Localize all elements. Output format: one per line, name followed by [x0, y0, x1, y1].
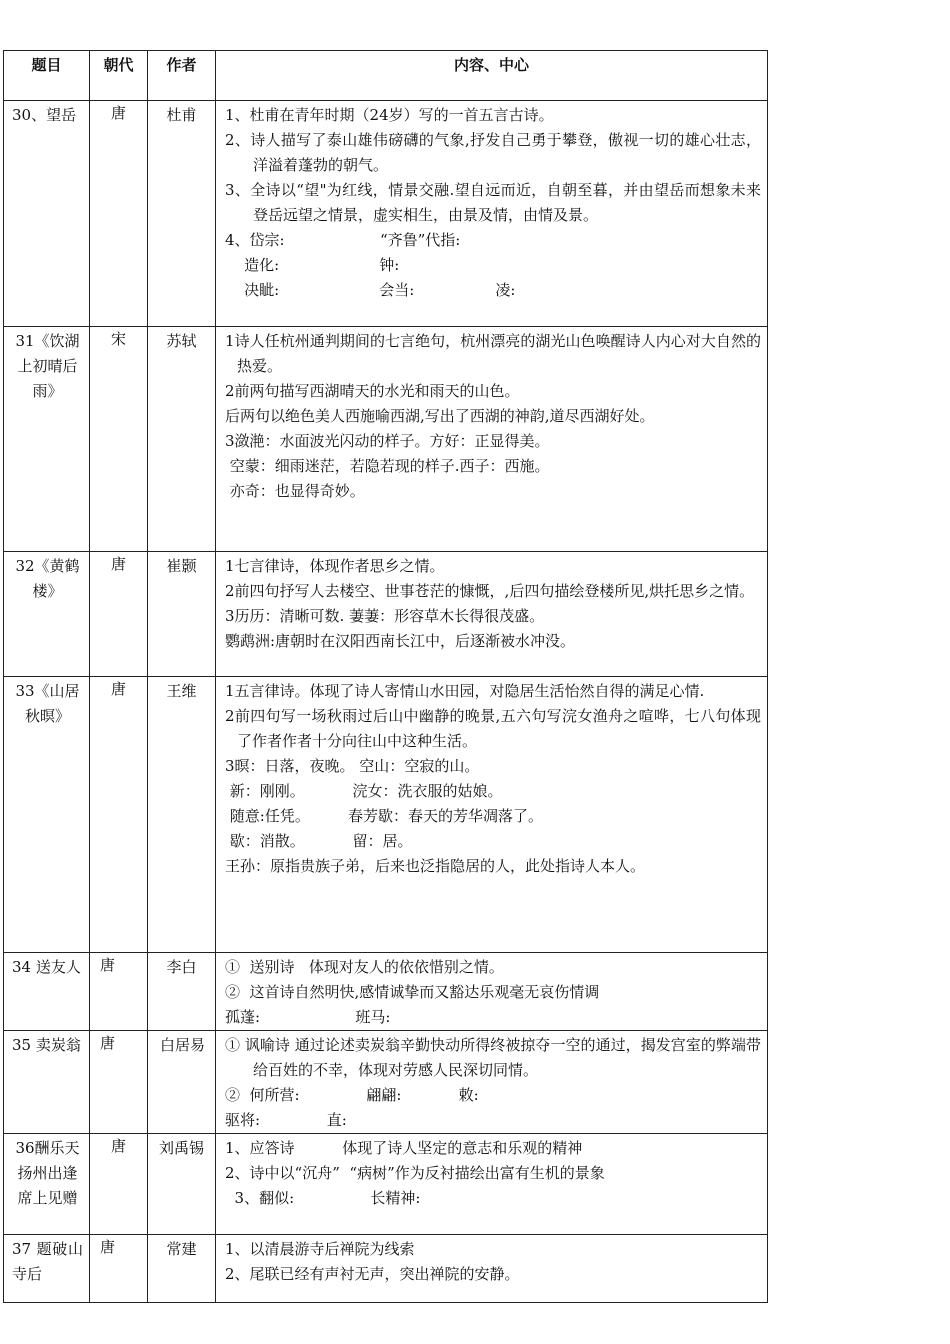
poem-title: 32《黄鹤楼》 — [4, 552, 90, 677]
note-line: 驱将: 直: — [225, 1111, 347, 1129]
note-line: ① 讽喻诗 通过论述卖炭翁辛勤快动所得终被掠夺一空的通过，揭发宫室的弊端带给百姓的不幸，体现对劳感人民深切同情。 — [225, 1036, 761, 1079]
poem-notes — [216, 101, 768, 327]
table-row — [4, 953, 768, 1031]
poem-dynasty: 唐 — [90, 1235, 148, 1303]
poem-notes — [216, 552, 768, 677]
poem-author: 白居易 — [148, 1031, 216, 1134]
poem-dynasty: 唐 — [90, 101, 148, 327]
note-line: 王孙：原指贵族子弟，后来也泛指隐居的人，此处指诗人本人。 — [225, 857, 646, 875]
note-line: 3暝：日落，夜晚。 空山：空寂的山。 — [225, 757, 480, 775]
poem-dynasty: 唐 — [90, 552, 148, 677]
note-line: 1七言律诗，体现作者思乡之情。 — [225, 557, 445, 575]
note-line: 鹦鹉洲:唐朝时在汉阳西南长江中，后逐渐被水冲没。 — [225, 632, 576, 650]
poem-notes — [216, 327, 768, 552]
header-title: 题目 — [4, 51, 90, 101]
poem-notes — [216, 1031, 768, 1134]
note-line: 2前两句描写西湖晴天的水光和雨天的山色。 — [225, 382, 520, 400]
note-line: 空蒙：细雨迷茫，若隐若现的样子.西子：西施。 — [225, 457, 550, 475]
note-line: 2、尾联已经有声衬无声，突出禅院的安静。 — [225, 1265, 520, 1283]
poem-title: 35 卖炭翁 — [4, 1031, 90, 1134]
table-header-row — [4, 51, 768, 101]
poem-notes — [216, 1235, 768, 1303]
header-author: 作者 — [148, 51, 216, 101]
table-row — [4, 552, 768, 677]
note-line: 歇：消散。 留：居。 — [225, 832, 413, 850]
note-line: ② 这首诗自然明快,感情诚挚而又豁达乐观毫无哀伤情调 — [225, 983, 600, 1001]
note-line: 3历历：清晰可数. 萋萋：形容草木长得很茂盛。 — [225, 607, 545, 625]
poem-table — [3, 50, 768, 1303]
table-row — [4, 1235, 768, 1303]
table-row — [4, 327, 768, 552]
poem-title: 36酬乐天扬州出逢席上见赠 — [4, 1134, 90, 1235]
header-dynasty: 朝代 — [90, 51, 148, 101]
poem-title: 33《山居秋暝》 — [4, 677, 90, 953]
poem-author: 常建 — [148, 1235, 216, 1303]
note-line: 1、以清晨游寺后禅院为线索 — [225, 1240, 415, 1258]
poem-title: 34 送友人 — [4, 953, 90, 1031]
poem-dynasty: 唐 — [90, 1031, 148, 1134]
poem-dynasty: 宋 — [90, 327, 148, 552]
poem-author: 苏轼 — [148, 327, 216, 552]
note-line: 1、杜甫在青年时期（24岁）写的一首五言古诗。 — [225, 106, 554, 124]
note-line: 造化: 钟: — [225, 256, 400, 274]
note-line: 2、诗中以“沉舟” “病树”作为反衬描绘出富有生机的景象 — [225, 1164, 605, 1182]
table-row — [4, 1031, 768, 1134]
note-line: 1五言律诗。体现了诗人寄情山水田园，对隐居生活怡然自得的满足心情. — [225, 682, 705, 700]
poem-author: 崔颢 — [148, 552, 216, 677]
poem-title: 31《饮湖上初晴后雨》 — [4, 327, 90, 552]
note-line: 1、应答诗 体现了诗人坚定的意志和乐观的精神 — [225, 1139, 583, 1157]
note-line: 4、岱宗: “齐鲁”代指: — [225, 231, 461, 249]
poem-author: 刘禹锡 — [148, 1134, 216, 1235]
note-line: 后两句以绝色美人西施喻西湖,写出了西湖的神韵,道尽西湖好处。 — [225, 407, 655, 425]
note-line: ② 何所营: 翩翩: 敕: — [225, 1086, 479, 1104]
header-content: 内容、中心 — [216, 51, 768, 101]
poem-dynasty: 唐 — [90, 677, 148, 953]
table-row — [4, 677, 768, 953]
note-line: 随意:任凭。 春芳歇：春天的芳华凋落了。 — [225, 807, 543, 825]
note-line: 2前四句写一场秋雨过后山中幽静的晚景,五六句写浣女渔舟之喧哗，七八句体现了作者作者十分向往山中这种生活。 — [225, 707, 761, 750]
note-line: 3、翻似: 长精神: — [225, 1189, 421, 1207]
table-row — [4, 101, 768, 327]
note-line: 决眦: 会当: 凌: — [225, 281, 516, 299]
note-line: 孤蓬: 班马: — [225, 1008, 391, 1026]
poem-dynasty: 唐 — [90, 1134, 148, 1235]
note-line: 2、诗人描写了泰山雄伟磅礴的气象,抒发自己勇于攀登，傲视一切的雄心壮志，洋溢着蓬勃的朝气。 — [225, 131, 761, 174]
poem-author: 王维 — [148, 677, 216, 953]
poem-dynasty: 唐 — [90, 953, 148, 1031]
note-line: 3潋滟：水面波光闪动的样子。方好：正显得美。 — [225, 432, 550, 450]
poem-title: 30、望岳 — [4, 101, 90, 327]
note-line: 新：刚刚。 浣女：洗衣服的姑娘。 — [225, 782, 503, 800]
poem-author: 杜甫 — [148, 101, 216, 327]
note-line: 1诗人任杭州通判期间的七言绝句，杭州漂亮的湖光山色唤醒诗人内心对大自然的热爱。 — [225, 332, 761, 375]
poem-author: 李白 — [148, 953, 216, 1031]
poem-notes — [216, 1134, 768, 1235]
note-line: 2前四句抒写人去楼空、世事苍茫的慷慨，,后四句描绘登楼所见,烘托思乡之情。 — [225, 582, 755, 600]
poem-notes — [216, 677, 768, 953]
note-line: 3、全诗以“望"为红线，情景交融.望自远而近，自朝至暮，并由望岳而想象未来登岳远望之情景，虚实相生，由景及情，由情及景。 — [225, 181, 761, 224]
table-row — [4, 1134, 768, 1235]
poem-title: 37 题破山寺后 — [4, 1235, 90, 1303]
note-line: ① 送别诗 体现对友人的依依惜别之情。 — [225, 958, 504, 976]
note-line: 亦奇：也显得奇妙。 — [225, 482, 365, 500]
poem-notes — [216, 953, 768, 1031]
